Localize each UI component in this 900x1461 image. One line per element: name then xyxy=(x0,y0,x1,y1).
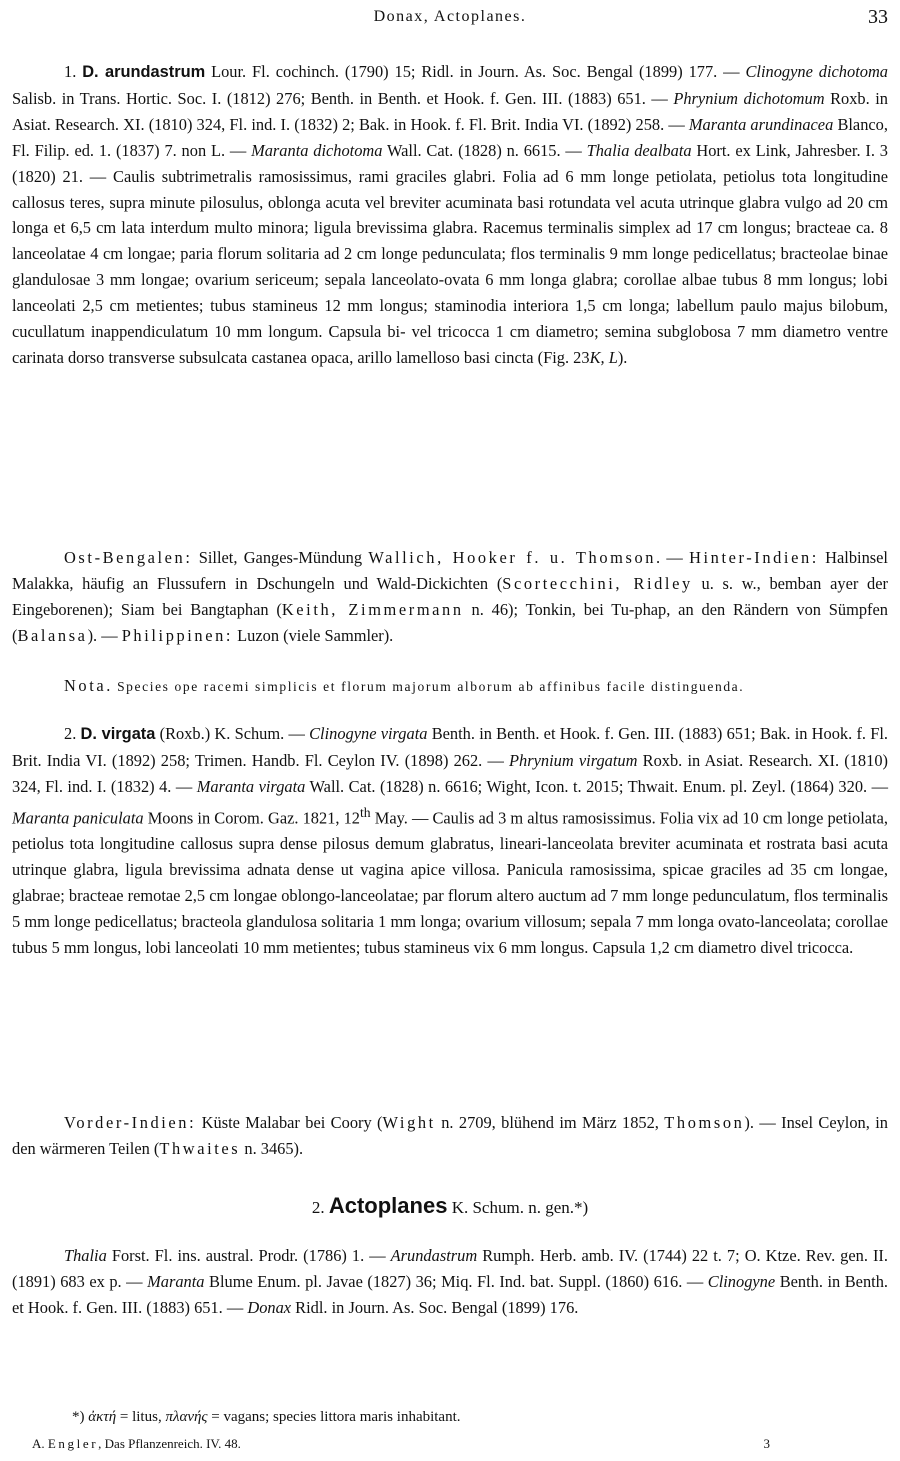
running-head xyxy=(12,6,888,30)
running-title: Donax, Actoplanes. xyxy=(373,8,527,25)
synonym: Maranta xyxy=(147,1271,205,1291)
collector: Keith, Zimmermann xyxy=(281,599,464,619)
species-1-number: 1. xyxy=(64,62,77,81)
synonym: Phrynium dichotomum xyxy=(673,88,825,108)
collector: Wight xyxy=(382,1113,436,1132)
species-2-entry: 2. D. virgata (Roxb.) K. Schum. — Clinogyne virgata Benth. in Benth. et Hook. f. Gen. III. (1883) 651; Bak. in Hook. f. Fl. Brit. India VI. (1892) 258; Trimen. Handb. Fl. Ceylon IV. (1898) 262. — Phrynium virgatum Roxb. in Asiat. Research. XI. (1810) 324, Fl. ind. I. (1832) 4. — Maranta virgata Wall. Cat. (1828) n. 6616; Wight, Icon. t. 2015; Thwait. Enum. pl. Zeyl. (1864) 320. — Maranta paniculata Moons in Corom. Gaz. 1821, 12th May. — Caulis ad 3 m altus ramosissimus. Folia vix ad 10 cm longe petiolata, petiolus tota longitudine callosus supra dense pilosus demum glabratus, lineari-lanceolata breviter acuminata et rostrata basi acuta utrinque glabra, ligula brevissima adnata dense ut vagina apice villosa. Panicula ramosissima, spicae graciles ad 35 cm longae, glabrae; bracteae remotae 2,5 cm longae oblongo-lanceolatae; par florum altero auctum ad 7 mm longe pedunculatum, flos terminalis 5 mm longe pedicellatus; bracteola glandulosa solitaria 1 mm longa; ovarium villosum; sepala 7 mm longa ovato-lanceolata; corollae tubus 5 mm longus, lobi lanceolati 10 mm metientes; tubus stamineus vix 6 mm longus. Capsula 1,2 cm diametro divel tricocca. xyxy=(12,724,888,957)
genus-name: Actoplanes xyxy=(328,1193,448,1218)
synonym: Clinogyne xyxy=(707,1271,776,1291)
region: Vorder-Indien: xyxy=(64,1113,197,1132)
synonym: Phrynium virgatum xyxy=(509,750,638,770)
species-2-distribution: Vorder-Indien: Küste Malabar bei Coory (Wight n. 2709, blühend im März 1852, Thomson). — Insel Ceylon, in den wärmeren Teilen (Thwaites n. 3465). xyxy=(12,1113,888,1158)
synonym: Maranta paniculata xyxy=(12,808,144,828)
nota-text: Species ope racemi simplicis et florum majorum alborum ab affinibus facile distinguenda. xyxy=(117,679,745,694)
collector: Wallich, Hooker f. u. Thomson xyxy=(368,548,657,567)
collector: Thomson xyxy=(664,1113,745,1132)
greek-word: ἀκτή xyxy=(88,1409,117,1425)
species-1-distribution: Ost-Bengalen: Sillet, Ganges-Mündung Wallich, Hooker f. u. Thomson. — Hinter-Indien: Halbinsel Malakka, häufig an Flussufern in Dschungeln und Wald-Dickichten (Scortecchini, Ridley u. s. w., bemban ayer der Eingeborenen); Siam bei Bangtaphan (Keith, Zimmermann n. 46); Tonkin, bei Tu-phap, an den Rändern von Sümpfen (Balansa). — Philippinen: Luzon (viele Sammler). xyxy=(12,548,888,645)
page-number: 33 xyxy=(868,6,888,28)
region: Philippinen: xyxy=(121,625,234,645)
page xyxy=(12,0,888,1461)
synonym: Thalia xyxy=(64,1246,107,1265)
species-2-number: 2. xyxy=(64,724,77,743)
species-1-name: D. arundastrum xyxy=(82,63,206,81)
synonym: Clinogyne virgata xyxy=(309,724,428,743)
collector: Balansa xyxy=(17,625,88,645)
nota-label: Nota. xyxy=(64,676,113,695)
genus-number: 2. xyxy=(311,1198,325,1217)
synonym: Arundastrum xyxy=(390,1246,478,1265)
page-footer: A. Engler, Das Pflanzenreich. IV. 48. 3 xyxy=(32,1436,770,1451)
synonym: Maranta arundinacea xyxy=(688,114,834,134)
species-1-description: Hort. ex Link, Jahresber. I. 3 (1820) 21. — Caulis subtrimetralis ramosissimus, rami graciles glabri. Folia ad 6 mm longe petiolata, petiolus tota longitudine callosus teres, supra minute pilosulus, oblonga acuta vel breviter acuminata basi rotundata vel acuta utrinque glabra vulgo ad 20 cm longa et 6,5 cm lata interdum multo minora; ligula brevissima glabra. Racemus terminalis simplex ad 17 cm longus; bracteae ca. 8 lanceolatae 4 cm longae; paria florum solitaria ad 2 cm longe pedunculata; flos terminalis 9 mm longe pedicellatus; bracteolae binae glandulosae 3 mm longae; ovarium sericeum; sepala lanceolato-ovata 6 mm longa glabra; corollae albae tubus 8 mm longus; lobi lanceolati 2,5 cm metientes; tubus stamineus 12 mm longus; staminodia interiora 1,5 cm longa; labellum paulo majus bilobum, cucullatum inappendiculatum 10 mm longum. Capsula bi- vel tricocca 1 cm diametro; semina subglobosa 7 mm diametro ventre carinata dorso transverse subsulcata castanea opaca, arillo lamelloso basi cincta (Fig. 23 xyxy=(12,140,888,367)
synonym: Clinogyne dichotoma xyxy=(745,62,888,81)
genus-heading xyxy=(12,1193,888,1219)
genus-author: K. Schum. n. gen.*) xyxy=(451,1198,589,1217)
region: Ost-Bengalen: xyxy=(64,548,193,567)
footer-author: Engler xyxy=(47,1436,99,1451)
species-2-name: D. virgata xyxy=(80,725,156,743)
footnote: *) ἀκτή = litus, πλανής = vagans; species littora maris inhabitant. xyxy=(72,1409,461,1425)
synonym: Maranta virgata xyxy=(196,776,306,796)
genus-synonymy: Thalia Forst. Fl. ins. austral. Prodr. (1786) 1. — Arundastrum Rumph. Herb. amb. IV. (1744) 22 t. 7; O. Ktze. Rev. gen. II. (1891) 683 ex p. — Maranta Blume Enum. pl. Javae (1827) 36; Miq. Fl. Ind. bat. Suppl. (1860) 616. — Clinogyne Benth. in Benth. et Hook. f. Gen. III. (1883) 651. — Donax Ridl. in Journ. As. Soc. Bengal (1899) 176. xyxy=(12,1246,889,1317)
footnote-mark: *) xyxy=(72,1409,85,1425)
signature-mark: 3 xyxy=(763,1436,770,1451)
region: Hinter-Indien: xyxy=(689,548,819,567)
synonym: Donax xyxy=(247,1297,292,1317)
synonym: Thalia dealbata xyxy=(586,140,692,160)
figure-reference: K, L xyxy=(589,347,618,367)
synonym: Maranta dichotoma xyxy=(251,140,383,160)
greek-word: πλανής xyxy=(165,1409,208,1425)
species-1-nota xyxy=(12,675,888,698)
species-2-description: May. — Caulis ad 3 m altus ramosissimus. Folia vix ad 10 cm longe petiolata, petiolus tota longitudine callosus supra dense pilosus demum glabratus, lineari-lanceolata breviter acuminata et rostrata basi acuta utrinque glabra, ligula brevissima adnata dense ut vagina apice villosa. Panicula ramosissima, spicae graciles ad 35 cm longae, glabrae; bracteae remotae 2,5 cm longae oblongo-lanceolatae; par florum altero auctum ad 7 mm longe pedunculatum, flos terminalis 5 mm longe pedicellatus; bracteola glandulosa solitaria 1 mm longa; ovarium villosum; sepala 7 mm longa ovato-lanceolata; corollae tubus 5 mm longus, lobi lanceolati 10 mm metientes; tubus stamineus vix 6 mm longus. Capsula 1,2 cm diametro divel tricocca. xyxy=(12,808,888,957)
collector: Thwaites xyxy=(159,1138,241,1158)
species-1-entry: 1. D. arundastrum Lour. Fl. cochinch. (1790) 15; Ridl. in Journ. As. Soc. Bengal (1899) 177. — Clinogyne dichotoma Salisb. in Trans. Hortic. Soc. I. (1812) 276; Benth. in Benth. et Hook. f. Gen. III. (1883) 651. — Phrynium dichotomum Roxb. in Asiat. Research. XI. (1810) 324, Fl. ind. I. (1832) 2; Bak. in Hook. f. Fl. Brit. India VI. (1892) 258. — Maranta arundinacea Blanco, Fl. Filip. ed. 1. (1837) 7. non L. — Maranta dichotoma Wall. Cat. (1828) n. 6615. — Thalia dealbata Hort. ex Link, Jahresber. I. 3 (1820) 21. — Caulis subtrimetralis ramosissimus, rami graciles glabri. Folia ad 6 mm longe petiolata, petiolus tota longitudine callosus teres, supra minute pilosulus, oblonga acuta vel breviter acuminata basi rotundata vel acuta utrinque glabra vulgo ad 20 cm longa et 6,5 cm lata interdum multo minora; ligula brevissima glabra. Racemus terminalis simplex ad 17 cm longus; bracteae ca. 8 lanceolatae 4 cm longae; paria florum solitaria ad 2 cm longe pedunculata; flos terminalis 9 mm longe pedicellatus; bracteolae binae glandulosae 3 mm longae; ovarium sericeum; sepala lanceolato-ovata 6 mm longa glabra; corollae albae tubus 8 mm longus; lobi lanceolati 2,5 cm metientes; tubus stamineus 12 mm longus; staminodia interiora 1,5 cm longa; labellum paulo majus bilobum, cucullatum inappendiculatum 10 mm longum. Capsula bi- vel tricocca 1 cm diametro; semina subglobosa 7 mm diametro ventre carinata dorso transverse subsulcata castanea opaca, arillo lamelloso basi cincta (Fig. 23K, L). xyxy=(12,62,888,367)
collector: Scortecchini, Ridley xyxy=(502,573,693,593)
